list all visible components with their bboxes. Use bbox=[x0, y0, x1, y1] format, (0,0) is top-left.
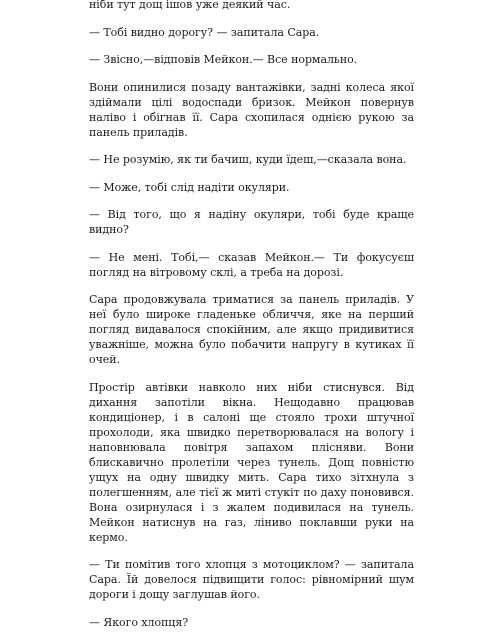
paragraph-7: — Від того, що я надіну окуляри, тобі буде краще видно? bbox=[89, 208, 414, 236]
paragraph-2: — Тобі видно дорогу? — запитала Сара. bbox=[89, 25, 320, 39]
paragraph-12: — Якого хлопця? bbox=[89, 615, 189, 629]
paragraph-10: Простір автівки навколо них ніби стиснувся. Від дихання запотіли вікна. Нещодавно працював кондиціонер, і в салоні ще стояло трохи штучної прохолоди, яка швидко перетворювалася на вологу і наповнювала повітря запахом плісняви. Вони блискавично пролетіли через тунель. Дощ повністю ущух на одну швидку мить. Сара тихо зітхнула з полегшенням, але тієї ж миті стукіт по даху поновився. Вона озирнулася і з жалем подивилася на тунель. Мейкон натиснув на газ, ліниво поклавши руки на кермо. bbox=[89, 380, 414, 544]
paragraph-6: — Може, тобі слід надіти окуляри. bbox=[89, 180, 290, 194]
paragraph-9: Сара продовжувала триматися за панель приладів. У неї було широке гладеньке обличчя, яке на перший погляд видавалося спокійним, але якщо придивитися уважніше, можна було побачити напругу в кутиках її очей. bbox=[89, 293, 414, 366]
book-page bbox=[89, 0, 414, 642]
paragraph-3: — Звісно,—відповів Мейкон.— Все нормально. bbox=[89, 53, 358, 66]
paragraph-1: ніби тут дощ ішов уже деякий час. bbox=[89, 0, 291, 11]
paragraph-5: — Не розумію, як ти бачиш, куди їдеш,—сказала вона. bbox=[89, 153, 407, 166]
paragraph-11: — Ти помітив того хлопця з мотоциклом? — запитала Сара. Їй довелося підвищити голос: рівномірний шум дороги і дощу заглушав його. bbox=[89, 558, 414, 601]
paragraph-4: Вони опинилися позаду вантажівки, задні колеса якої здіймали цілі водоспади бризок. Мейкон повернув наліво і обігнав її. Сара схопилася однією рукою за панель приладів. bbox=[89, 80, 414, 139]
paragraph-8: — Не мені. Тобі,— сказав Мейкон.— Ти фокусуєш погляд на вітровому склі, а треба на дорозі. bbox=[89, 250, 414, 279]
